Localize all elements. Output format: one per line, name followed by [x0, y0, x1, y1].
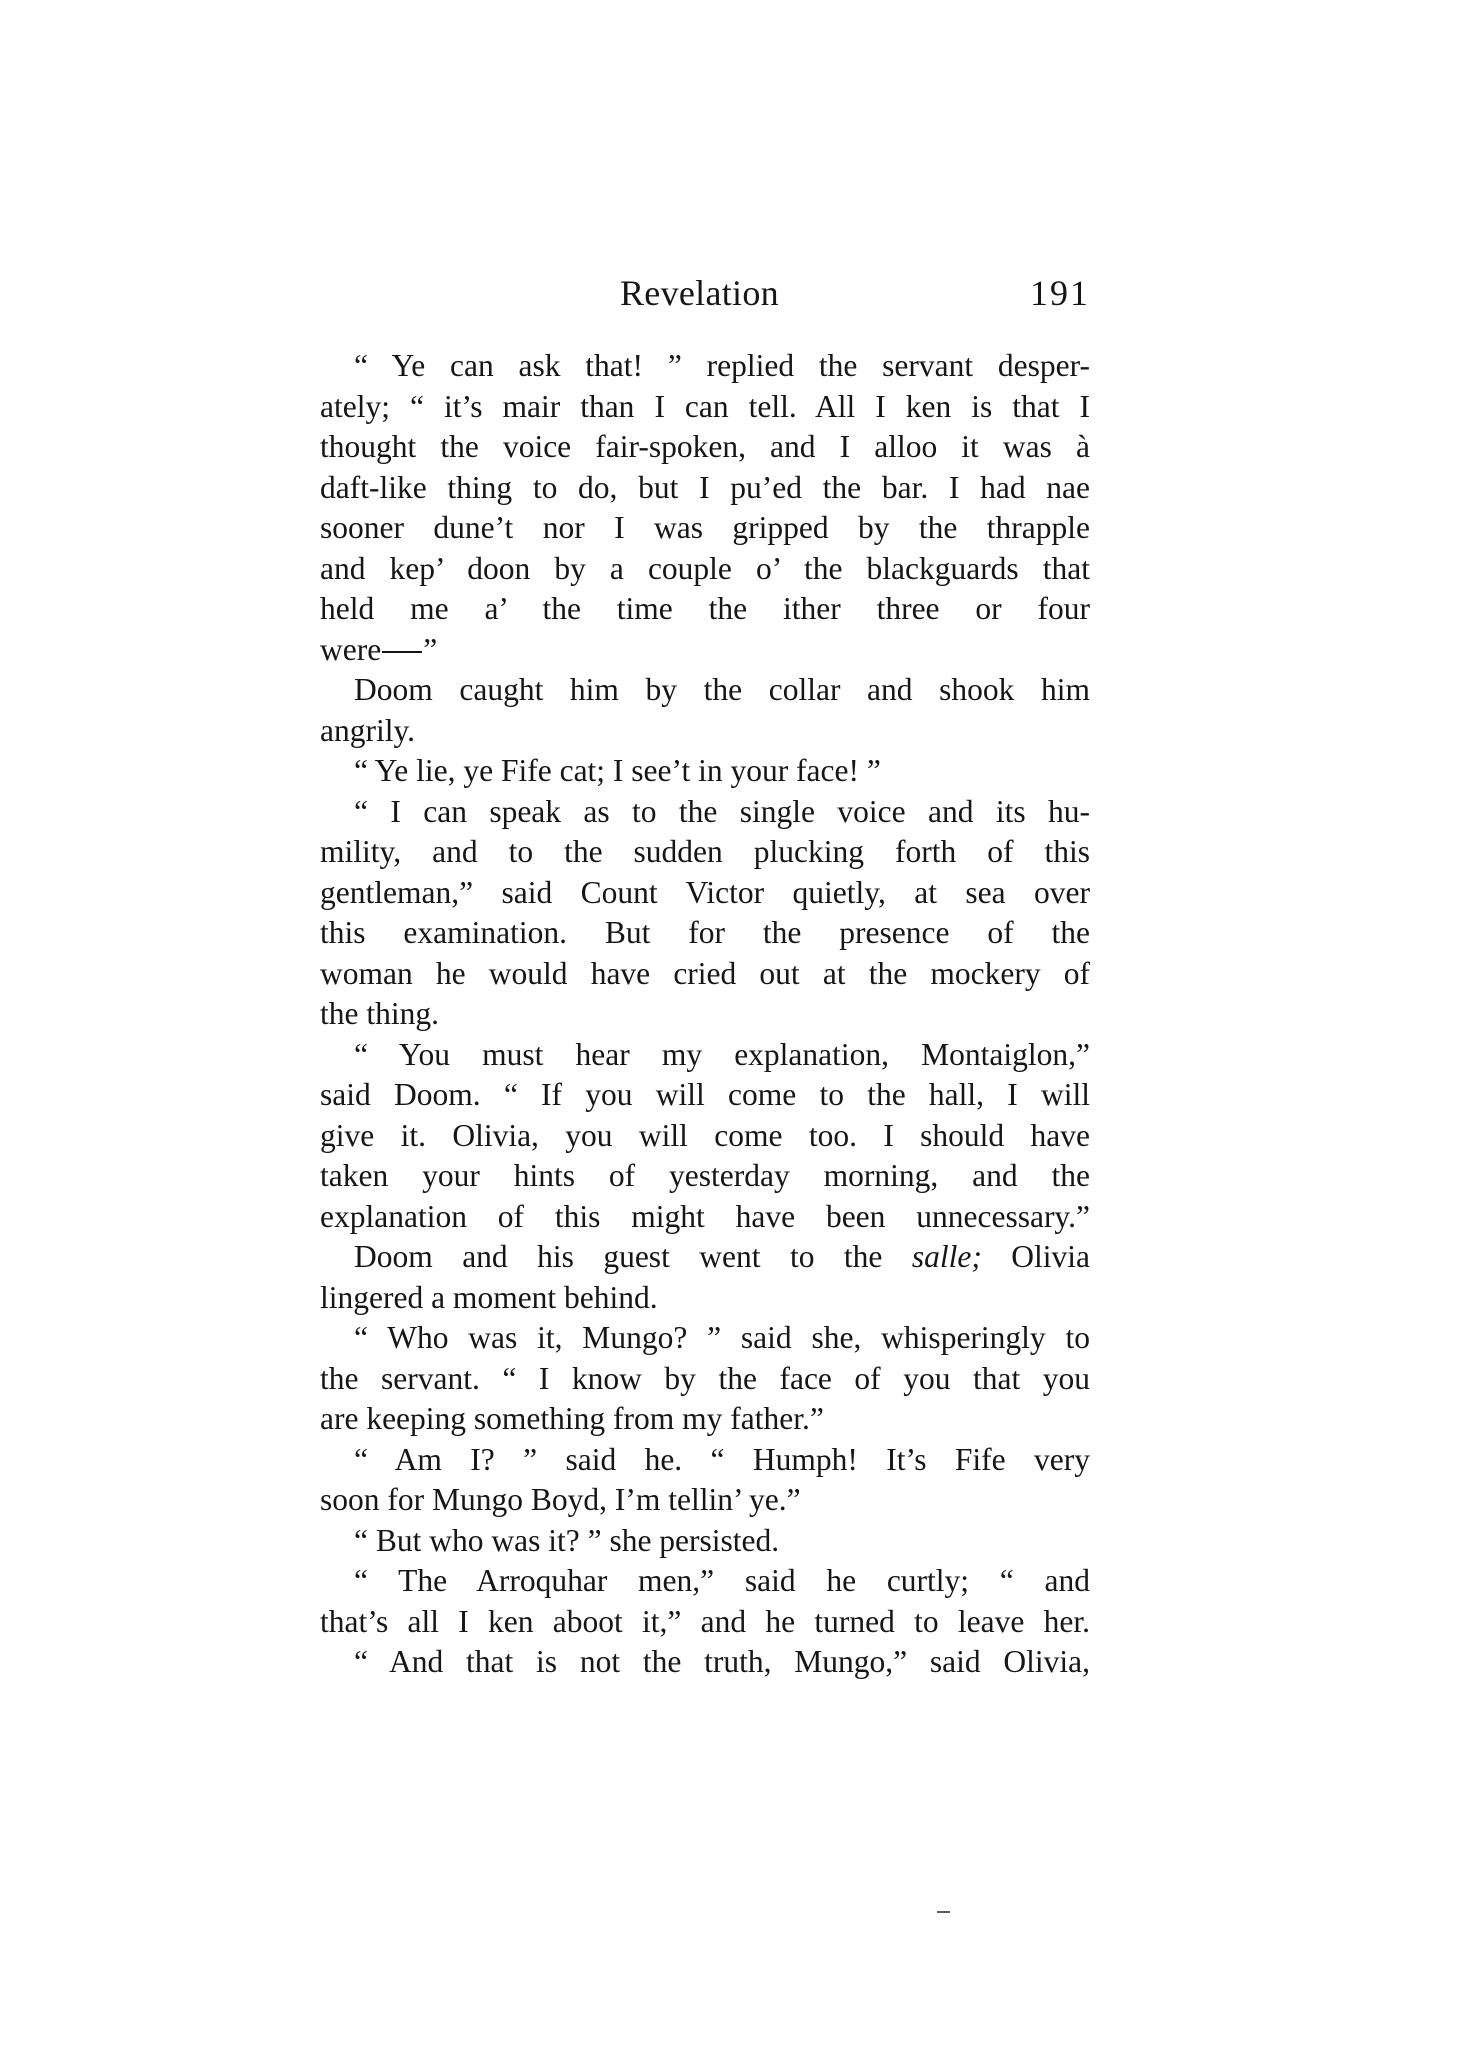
text-line: the servant. “ I know by the face of you that you [320, 1360, 1090, 1396]
text-fragment: Olivia [1011, 1239, 1091, 1274]
text-line: daft-like thing to do, but I pu’ed the bar. I had nae [320, 469, 1090, 505]
text-line: mility, and to the sudden plucking forth of this [320, 834, 1090, 869]
text-line [320, 1237, 1090, 1278]
text-line: explanation of this might have been unnecessary.” [320, 1198, 1090, 1234]
text-line: “ Ye lie, ye Fife cat; I see’t in your face! ” [354, 753, 881, 788]
body-text [320, 346, 1090, 1683]
text-line: gentleman,” said Count Victor quietly, at sea over [320, 874, 1090, 910]
text-line: “ And that is not the truth, Mungo,” said Olivia, [354, 1644, 1090, 1679]
text-line: “ Am I? ” said he. “ Humph! It’s Fife very [354, 1441, 1090, 1477]
text-fragment: ” [423, 631, 438, 667]
text-line: Doom caught him by the collar and shook him [354, 672, 1090, 707]
text-line: the thing. [320, 996, 439, 1031]
text-line: “ Who was it, Mungo? ” said she, whisperingly to [354, 1320, 1090, 1355]
text-line: that’s all I ken aboot it,” and he turned to leave her. [320, 1603, 1090, 1639]
text-fragment: Doom and his guest went to the [354, 1239, 883, 1274]
text-line: held me a’ the time the ither three or four [320, 591, 1090, 626]
text-line: taken your hints of yesterday morning, and the [320, 1158, 1090, 1193]
text-line: angrily. [320, 712, 416, 748]
text-fragment: were [320, 631, 382, 667]
text-line: are keeping something from my father.” [320, 1401, 824, 1436]
text-line [320, 630, 1090, 671]
text-line: soon for Mungo Boyd, I’m tellin’ ye.” [320, 1482, 801, 1517]
text-line: and kep’ doon by a couple o’ the blackguards that [320, 550, 1090, 586]
italic-word: salle; [911, 1239, 982, 1274]
text-line: “ Ye can ask that! ” replied the servant desper- [354, 348, 1090, 383]
text-line: thought the voice fair-spoken, and I alloo it was à [320, 429, 1090, 464]
text-line: sooner dune’t nor I was gripped by the thrapple [320, 510, 1090, 545]
text-line: said Doom. “ If you will come to the hall, I will [320, 1077, 1090, 1112]
text-line: woman he would have cried out at the mockery of [320, 955, 1090, 991]
page-header [320, 272, 1090, 322]
text-line: “ But who was it? ” she persisted. [354, 1522, 780, 1558]
scan-speck [937, 1911, 950, 1913]
running-title: Revelation [620, 273, 779, 313]
text-line: “ I can speak as to the single voice and its hu- [354, 793, 1090, 829]
text-line: ately; “ it’s mair than I can tell. All I ken is that I [320, 388, 1090, 424]
text-line: give it. Olivia, you will come too. I should have [320, 1117, 1090, 1153]
text-line: “ You must hear my explanation, Montaiglon,” [354, 1036, 1090, 1072]
text-line: lingered a moment behind. [320, 1279, 658, 1315]
text-line: “ The Arroquhar men,” said he curtly; “ and [354, 1563, 1090, 1598]
text-line: this examination. But for the presence of the [320, 915, 1090, 950]
page-number: 191 [1030, 273, 1090, 313]
em-dash [382, 651, 422, 653]
